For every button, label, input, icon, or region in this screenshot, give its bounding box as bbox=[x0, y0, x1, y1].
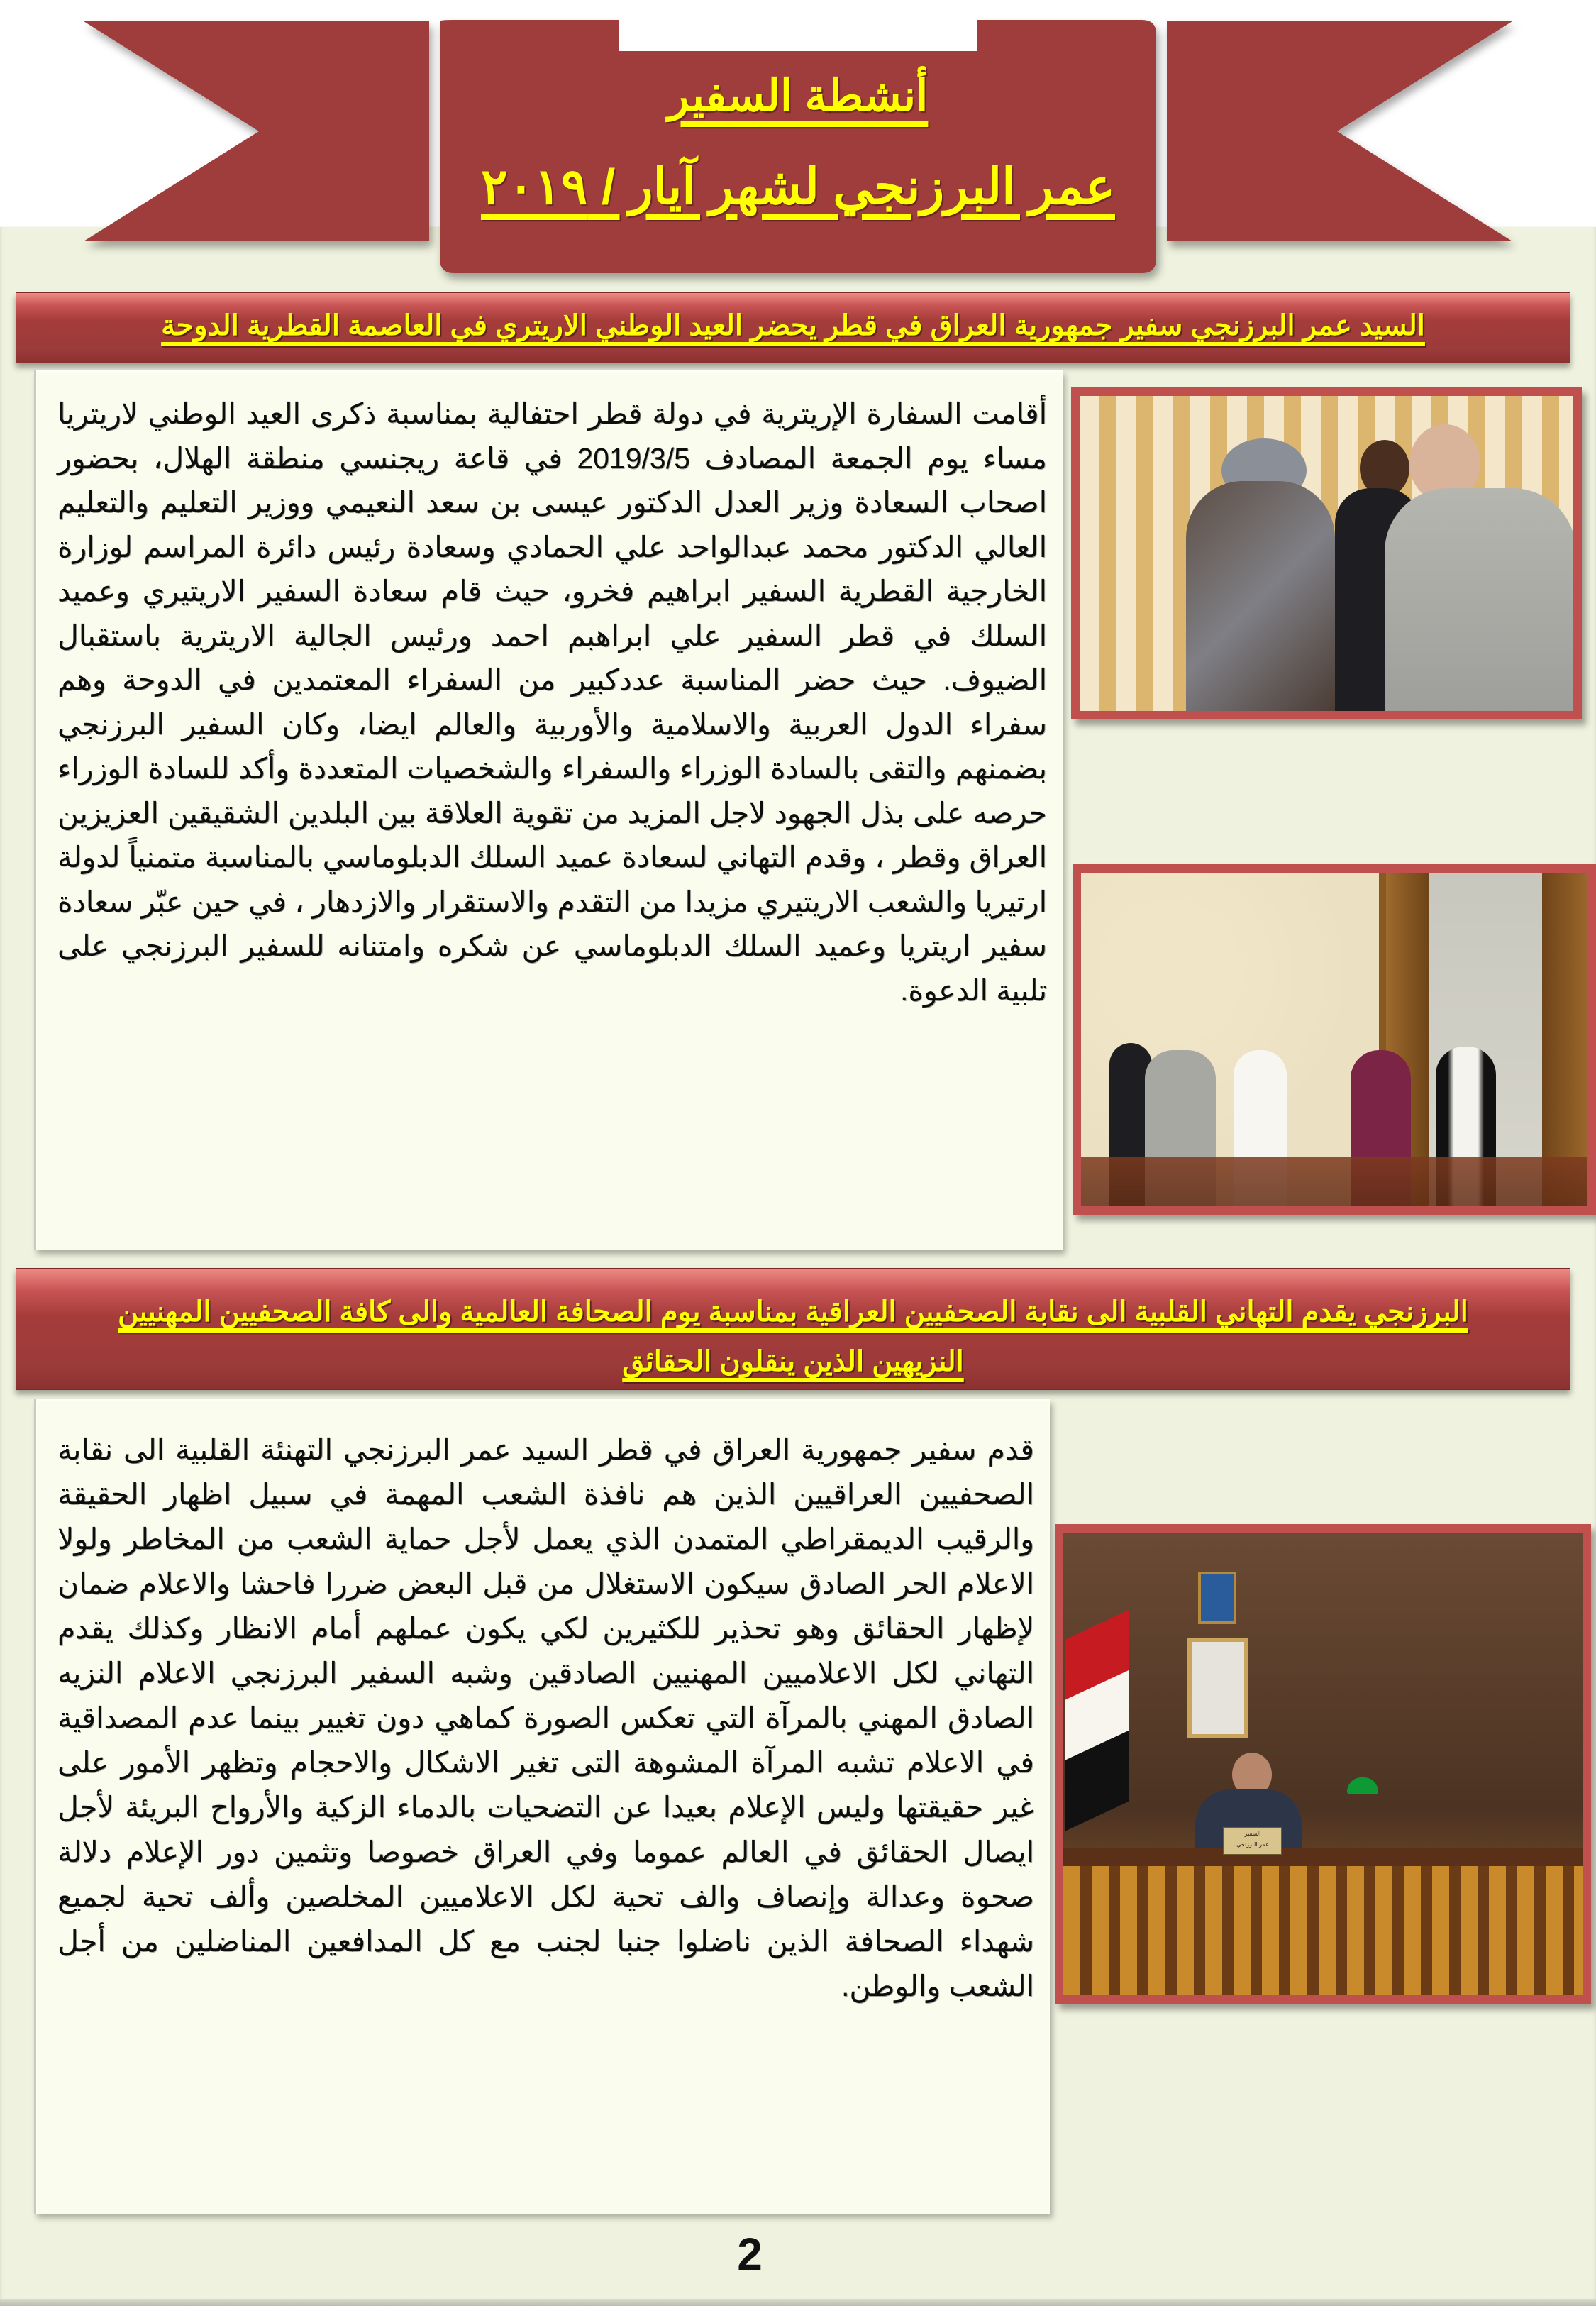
portrait-frame bbox=[1187, 1638, 1248, 1738]
section-1-photo-1 bbox=[1071, 387, 1582, 719]
nameplate-line2: عمر البرزنجي bbox=[1236, 1841, 1269, 1848]
person-shape bbox=[1186, 481, 1335, 715]
desk-top bbox=[1063, 1848, 1588, 1866]
emblem-frame bbox=[1198, 1572, 1236, 1624]
nameplate-line1: السفير bbox=[1244, 1831, 1261, 1837]
ribbon-title-line2: عمر البرزنجي لشهر آيار / ٢٠١٩ bbox=[480, 159, 1115, 214]
section-1-header: السيد عمر البرزنجي سفير جمهورية العراق في قطر يحضر العيد الوطني الاريتري في العاصمة القطرية الدوحة bbox=[16, 292, 1570, 363]
ribbon-shape bbox=[0, 0, 1596, 298]
section-2-header: البرزنجي يقدم التهاني القلبية الى نقابة الصحفيين العراقية بمناسبة يوم الصحافة العالمية والى كافة الصحفيين المهنيين النزيهين الذين ينقلون الحقائق bbox=[16, 1268, 1570, 1390]
section-1-photo-2 bbox=[1073, 864, 1596, 1215]
ribbon-title-line1: أنشطة السفير bbox=[667, 72, 929, 121]
page-number: 2 bbox=[737, 2229, 763, 2280]
section-2-text-box bbox=[34, 1399, 1050, 2214]
section-1-body: أقامت السفارة الإريترية في دولة قطر احتفالية بمناسبة ذكرى العيد الوطني لاريتريا مساء يوم الجمعة المصادف 2019/3/5 في قاعة ريجنسي منطقة الهلال، بحضور اصحاب السعادة وزير العدل الدكتور عيسى بن سعد النعيمي ووزير التعليم والتعليم العالي الدكتور محمد عبدالواحد علي الحمادي وسعادة رئيس دائرة المراسم لوزارة الخارجية القطرية السفير ابراهيم فخرو، حيث قام سعادة السفير الاريتيري وعميد السلك في قطر السفير علي ابراهبم احمد ورئيس الجالية الاريترية باستقبال الضيوف. حيث حضر المناسبة عددكبير من السفراء المعتمدين في الدوحة وهم سفراء الدول العربية والاسلامية والأوربية والعالم ايضا، وكان السفير البرزنجي بضمنهم والتقى بالسادة الوزراء والسفراء والشخصيات المتعددة وأكد للسادة الوزراء حرصه على بذل الجهود لاجل المزيد من تقوية العلاقة بين البلدين الشقيقين العزيزين العراق وقطر ، وقدم التهاني لسعادة عميد السلك الدبلوماسي بالمناسبة متمنياً لدولة ارتيريا والشعب الاريتيري مزيدا من التقدم والاستقرار والازدهار ، في حين عبّر سعادة سفير اريتريا وعميد السلك الدبلوماسي عن شكره وامتنانه للسفير البرزنجي على تلبية الدعوة. bbox=[57, 397, 1047, 1007]
section-2-body: قدم سفير جمهورية العراق في قطر السيد عمر البرزنجي التهنئة القلبية الى نقابة الصحفيين العراقيين الذين هم نافذة الشعب المهمة في سبيل اظهار الحقيقة والرقيب الديمقراطي المتمدن الذي يعمل لأجل حماية الشعب من المخاطر ولولا الاعلام الحر الصادق سيكون الاستغلال من قبل البعض ضررا فاحشا والاعلام ضمان لإظهار الحقائق وهو تحذير للكثيرين لكي يكون عملهم أمام الانظار وكذلك يقدم التهاني لكل الاعلاميين المهنيين الصادقين وشبه السفير البرزنجي الاعلام النزيه الصادق المهني بالمرآة التي تعكس الصورة كماهي دون تغيير بينما عدم المصداقية في الاعلام تشبه المرآة المشوهة التى تغير الاشكال والاحجام وتظهر الأمور على غير حقيقتها وليس الإعلام بعيدا عن التضحيات بالدماء الزكية والأرواح البريئة لأجل ايصال الحقائق في العالم عموما وفي العراق خصوصا وتثمين دور الإعلام دلالة صحوة وعدالة وإنصاف والف تحية لكل الاعلاميين المخلصين وألف تحية لجميع شهداء الصحافة الذين ناضلوا جنبا لجنب مع كل المدافعين المناضلين من أجل الشعب والوطن. bbox=[57, 1433, 1034, 2002]
lamp-shape bbox=[1347, 1777, 1378, 1794]
desk-front bbox=[1063, 1866, 1588, 2001]
nameplate bbox=[1223, 1827, 1282, 1855]
section-1-text-box bbox=[34, 370, 1063, 1250]
person-shape bbox=[1385, 488, 1576, 719]
title-ribbon bbox=[0, 0, 1596, 298]
furniture-shape bbox=[1081, 1157, 1592, 1213]
section-2-photo-1 bbox=[1055, 1524, 1591, 2004]
